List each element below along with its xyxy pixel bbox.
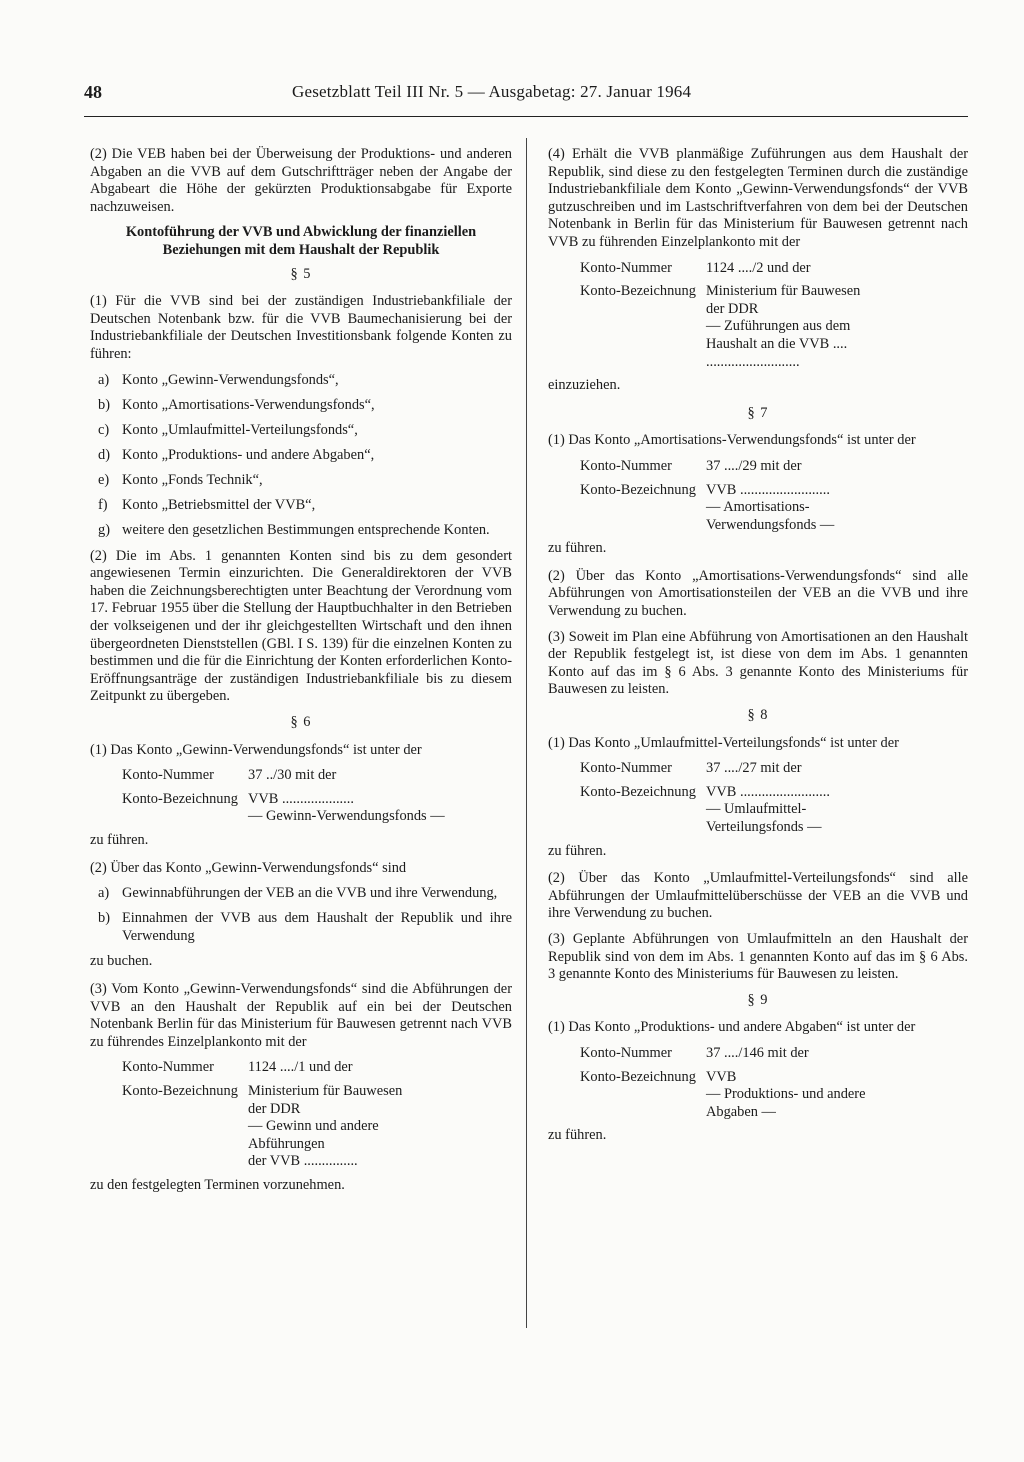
list-item — [90, 522, 512, 540]
account-number-label: Konto-Nummer — [122, 1059, 214, 1076]
account-number-row — [548, 760, 968, 778]
paragraph: (3) Vom Konto „Gewinn-Verwendungsfonds“ sind die Abführungen der VVB an den Haushalt der Republik auf ein bei der Deutschen Notenbank Berlin für das Ministerium für Bauwesen getrennt nach VVB zu führendes Einzelplankonto mit der — [90, 981, 512, 1050]
account-name-value: Ministerium für Bauwesen der DDR — Zuführungen aus dem Haushalt an die VVB .... .......................... — [706, 283, 861, 370]
list-item — [90, 372, 512, 390]
paragraph: (1) Das Konto „Amortisations-Verwendungsfonds“ ist unter der — [548, 432, 916, 449]
account-number-row — [548, 458, 968, 476]
account-name-row — [548, 482, 968, 535]
account-name-label: Konto-Bezeichnung — [580, 481, 696, 498]
account-number-row — [90, 767, 512, 785]
list-label: a) — [98, 371, 110, 388]
account-name-value: VVB — Produktions- und andere Abgaben — — [706, 1068, 866, 1120]
account-name-row — [548, 784, 968, 837]
closing-text: zu führen. — [548, 1127, 607, 1144]
list-item — [90, 397, 512, 415]
paragraph: (2) Die im Abs. 1 genannten Konten sind bis zu dem gesondert angewiesenen Termin einzurichten. Die Generaldirektoren der VVB haben die Zeichnungsberechtigten unter Beachtung der Verordnung vom 17. Februar 1955 über die Stellung der Hauptbuchhalter in den Betrieben der volkseigenen und der ihr gleichgestellten Wirtschaft und den ihnen übergeordneten Dienststellen (GBl. I S. 139) für die einzelnen Konten zu bestimmen und die für die Einrichtung der Konten erforderlichen Konto-Eröffnungsanträge der zuständigen Industriebankfiliale bis zu diesem Zeitpunkt zu übergeben. — [90, 547, 512, 705]
list-item — [90, 472, 512, 490]
list-item — [90, 422, 512, 440]
list-text: Konto „Amortisations-Verwendungsfonds“, — [122, 396, 375, 413]
account-name-value: VVB ......................... — Umlaufmittel- Verteilungsfonds — — [706, 783, 830, 835]
list-label: b) — [98, 396, 110, 413]
account-number-value: 37 ..../29 mit der — [706, 457, 802, 474]
account-number-row — [548, 1045, 968, 1063]
account-number-value: 1124 ..../1 und der — [248, 1059, 353, 1076]
booking-list — [90, 885, 512, 945]
list-text: Einnahmen der VVB aus dem Haushalt der Republik und ihre Verwendung — [122, 910, 512, 944]
account-number-row — [90, 1059, 512, 1077]
account-name-label: Konto-Bezeichnung — [580, 283, 696, 300]
paragraph: (1) Das Konto „Gewinn-Verwendungsfonds“ ist unter der — [90, 741, 422, 758]
list-label: c) — [98, 421, 110, 438]
account-number-label: Konto-Nummer — [580, 1044, 672, 1061]
account-name-value: VVB ......................... — Amortisations- Verwendungsfonds — — [706, 481, 835, 533]
list-label: g) — [98, 522, 110, 539]
closing-text: zu führen. — [90, 832, 149, 848]
list-label: d) — [98, 446, 110, 463]
account-name-row — [90, 791, 512, 826]
account-list — [90, 372, 512, 540]
list-label: a) — [98, 885, 110, 902]
list-text: Konto „Produktions- und andere Abgaben“, — [122, 446, 375, 463]
list-text: Gewinnabführungen der VEB an die VVB und ihre Verwendung, — [122, 885, 498, 902]
list-item — [90, 447, 512, 465]
account-number-label: Konto-Nummer — [122, 767, 214, 784]
right-column — [548, 146, 968, 1155]
list-text: Konto „Gewinn-Verwendungsfonds“, — [122, 371, 339, 388]
left-column — [90, 146, 512, 1205]
closing-text: zu buchen. — [90, 953, 153, 970]
account-number-label: Konto-Nummer — [580, 259, 672, 276]
paragraph-sign: § 6 — [290, 714, 312, 731]
account-name-row — [548, 283, 968, 371]
list-text: Konto „Betriebsmittel der VVB“, — [122, 497, 316, 513]
list-label: b) — [98, 910, 110, 927]
paragraph-sign: § 5 — [290, 265, 312, 282]
paragraph: (2) Über das Konto „Gewinn-Verwendungsfonds“ sind — [90, 859, 407, 876]
list-item — [90, 910, 512, 945]
account-name-row — [90, 1083, 512, 1171]
account-number-label: Konto-Nummer — [580, 457, 672, 474]
paragraph: (1) Das Konto „Produktions- und andere Abgaben“ ist unter der — [548, 1019, 916, 1036]
account-number-value: 1124 ..../2 und der — [706, 259, 811, 276]
header-rule — [84, 116, 968, 117]
account-name-row — [548, 1069, 968, 1122]
paragraph: (3) Geplante Abführungen von Umlaufmitteln an den Haushalt der Republik sind von dem im Abs. 1 genannten Konto auf das im § 6 Abs. 3 genannte Konto des Ministeriums für Bauwesen zu leisten. — [548, 930, 968, 983]
page-header — [84, 82, 968, 112]
account-number-row — [548, 260, 968, 278]
paragraph-sign: § 8 — [747, 707, 769, 724]
paragraph: (1) Für die VVB sind bei der zuständigen Industriebankfiliale der Deutschen Notenbank bzw. für die VVB Baumechanisierung bei der Industriebankfiliale der Deutschen Investitionsbank folgende Konten zu führen: — [90, 293, 512, 362]
paragraph: (4) Erhält die VVB planmäßige Zuführungen aus dem Haushalt der Republik, sind diese zu den festgelegten Terminen durch die zuständige Industriebankfiliale dem Konto „Gewinn-Verwendungsfonds“ der VVB gutzuschreiben und im Lastschriftverfahren von dem bei der Deutschen Notenbank in Berlin für das Ministerium für Bauwesen getrennt nach VVB zu führenden Einzelplankonto mit der — [548, 146, 968, 250]
account-name-label: Konto-Bezeichnung — [580, 1068, 696, 1085]
list-item — [90, 497, 512, 515]
account-number-value: 37 ..../27 mit der — [706, 760, 802, 777]
account-number-label: Konto-Nummer — [580, 760, 672, 777]
account-number-value: 37 ../30 mit der — [248, 767, 337, 784]
closing-text: zu den festgelegten Terminen vorzunehmen. — [90, 1177, 345, 1193]
account-name-label: Konto-Bezeichnung — [122, 1083, 238, 1100]
list-text: Konto „Umlaufmittel-Verteilungsfonds“, — [122, 421, 358, 438]
paragraph-sign: § 7 — [747, 404, 769, 421]
list-label: f) — [98, 497, 108, 513]
paragraph: (2) Die VEB haben bei der Überweisung der Produktions- und anderen Abgaben an die VVB auf dem Gutschriftträger neben der Angabe der Abgabeart die Höhe der gekürzten Produktionsabgabe für Exporte nachzuweisen. — [90, 146, 512, 215]
closing-text: zu führen. — [548, 540, 607, 557]
page-number: 48 — [84, 82, 102, 102]
paragraph: (2) Über das Konto „Amortisations-Verwendungsfonds“ sind alle Abführungen von Amortisationsteilen der VEB an die VVB und ihre Verwendung zu buchen. — [548, 567, 968, 620]
paragraph: (1) Das Konto „Umlaufmittel-Verteilungsfonds“ ist unter der — [548, 734, 899, 751]
gazette-title: Gesetzblatt Teil III Nr. 5 — Ausgabetag: 27. Januar 1964 — [292, 82, 692, 101]
column-divider — [526, 138, 527, 1328]
closing-text: einzuziehen. — [548, 377, 621, 394]
paragraph: (2) Über das Konto „Umlaufmittel-Verteilungsfonds“ sind alle Abführungen der Umlaufmittelüberschüsse der VEB an die VVB und ihre Verwendung zu buchen. — [548, 870, 968, 922]
account-name-label: Konto-Bezeichnung — [580, 783, 696, 800]
list-text: weitere den gesetzlichen Bestimmungen entsprechende Konten. — [122, 522, 490, 539]
list-text: Konto „Fonds Technik“, — [122, 471, 263, 488]
closing-text: zu führen. — [548, 842, 607, 859]
list-label: e) — [98, 471, 110, 488]
account-name-value: VVB .................... — Gewinn-Verwendungsfonds — — [248, 790, 445, 825]
paragraph: (3) Soweit im Plan eine Abführung von Amortisationen an den Haushalt der Republik festgelegt ist, ist diese von dem im Abs. 1 genannten Konto auf das im § 6 Abs. 3 genannte Konto des Ministeriums für Bauwesen zu leisten. — [548, 628, 968, 698]
account-name-value: Ministerium für Bauwesen der DDR — Gewinn und andere Abführungen der VVB ............... — [248, 1083, 403, 1170]
list-item — [90, 885, 512, 903]
account-number-value: 37 ..../146 mit der — [706, 1044, 809, 1061]
paragraph-sign: § 9 — [747, 991, 769, 1008]
section-heading: Kontoführung der VVB und Abwicklung der finanziellen Beziehungen mit dem Haushalt der Republik — [125, 224, 477, 258]
account-name-label: Konto-Bezeichnung — [122, 790, 238, 807]
